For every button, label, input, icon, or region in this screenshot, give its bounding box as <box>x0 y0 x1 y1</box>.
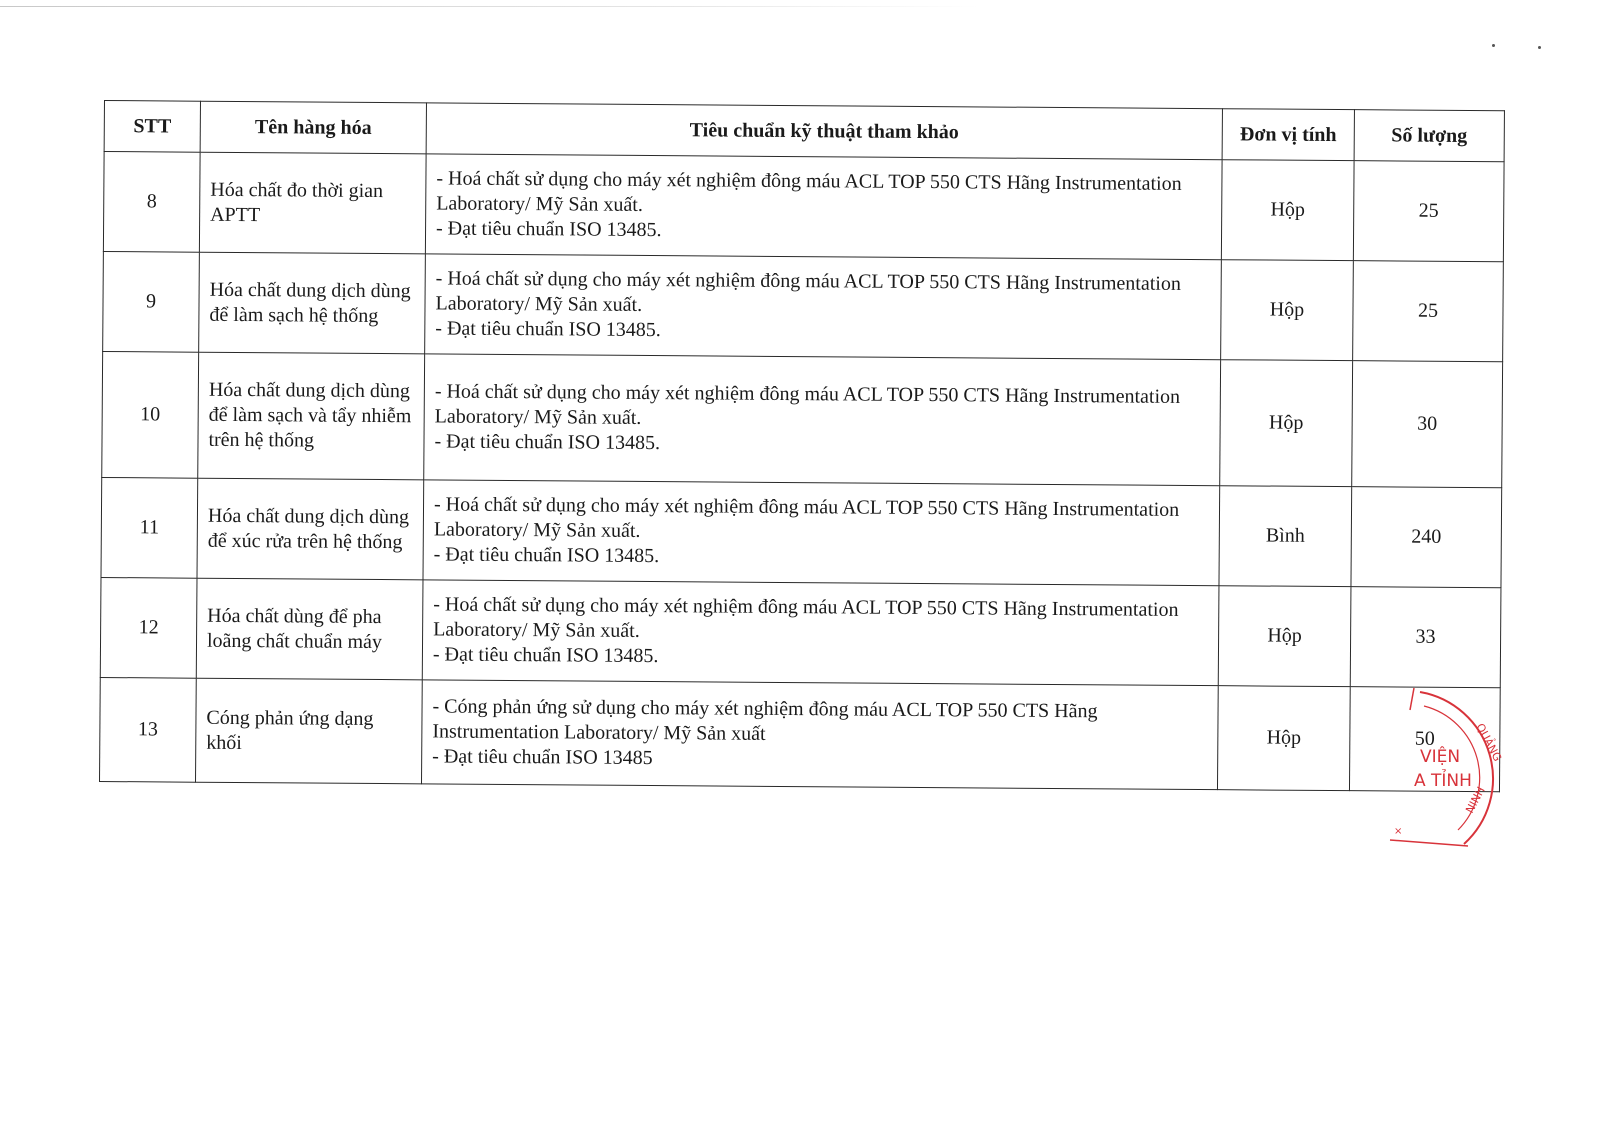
header-name: Tên hàng hóa <box>200 101 426 154</box>
scan-edge-line <box>0 6 980 7</box>
header-qty: Số lượng <box>1354 110 1504 162</box>
cell-unit: Hộp <box>1221 260 1354 361</box>
cell-name: Hóa chất đo thời gian APTT <box>199 152 426 254</box>
cell-stt: 13 <box>100 677 197 782</box>
seal-text-mid1: VIỆN <box>1420 747 1461 767</box>
cell-name: Hóa chất dùng để pha loãng chất chuẩn máy <box>196 578 423 680</box>
table-row <box>103 152 1504 262</box>
table-row <box>101 477 1502 587</box>
cell-spec <box>422 580 1219 686</box>
spec-line: - Hoá chất sử dụng cho máy xét nghiệm đông máu ACL TOP 550 CTS Hãng Instrumentation Laboratory/ Mỹ Sản xuất. <box>434 380 1181 429</box>
scan-speck <box>1538 46 1541 49</box>
cell-qty: 25 <box>1353 261 1504 362</box>
cell-spec <box>424 354 1221 486</box>
spec-line: - Hoá chất sử dụng cho máy xét nghiệm đông máu ACL TOP 550 CTS Hãng Instrumentation Laboratory/ Mỹ Sản xuất. <box>435 267 1181 316</box>
table-row <box>100 577 1501 687</box>
cell-qty: 33 <box>1350 587 1501 688</box>
cell-spec <box>423 480 1220 586</box>
table-row <box>100 677 1501 791</box>
seal-text-mid2: A TỈNH <box>1414 771 1472 791</box>
cell-stt: 11 <box>101 477 198 578</box>
header-spec: Tiêu chuẩn kỹ thuật tham khảo <box>426 103 1222 160</box>
cell-unit: Hộp <box>1220 360 1353 487</box>
cell-unit: Bình <box>1219 486 1352 587</box>
cell-name: Hóa chất dung dịch dùng để xúc rửa trên hệ thống <box>197 478 424 580</box>
cell-stt: 8 <box>103 152 200 253</box>
spec-table <box>99 100 1505 792</box>
spec-line: - Hoá chất sử dụng cho máy xét nghiệm đông máu ACL TOP 550 CTS Hãng Instrumentation Laboratory/ Mỹ Sản xuất. <box>433 493 1180 542</box>
spec-line: - Đạt tiêu chuẩn ISO 13485. <box>432 643 659 668</box>
seal-star-icon: × <box>1394 826 1403 837</box>
spec-line: - Đạt tiêu chuẩn ISO 13485. <box>435 217 662 242</box>
table-row <box>103 251 1504 361</box>
cell-name: Cóng phản ứng dạng khối <box>196 678 423 784</box>
header-stt: STT <box>104 101 200 153</box>
spec-line: - Đạt tiêu chuẩn ISO 13485. <box>433 543 660 568</box>
red-seal-stamp <box>1380 686 1520 856</box>
spec-line: - Hoá chất sử dụng cho máy xét nghiệm đông máu ACL TOP 550 CTS Hãng Instrumentation Laboratory/ Mỹ Sản xuất. <box>433 593 1179 642</box>
spec-line: - Đạt tiêu chuẩn ISO 13485 <box>432 745 653 770</box>
seal-text-bottom: NINH <box>1463 784 1488 816</box>
header-unit: Đơn vị tính <box>1222 109 1354 161</box>
cell-stt: 12 <box>100 577 197 678</box>
spec-line: - Hoá chất sử dụng cho máy xét nghiệm đông máu ACL TOP 550 CTS Hãng Instrumentation Laboratory/ Mỹ Sản xuất. <box>436 167 1182 216</box>
cell-spec <box>425 254 1222 360</box>
spec-line: - Cóng phản ứng sử dụng cho máy xét nghiệm đông máu ACL TOP 550 CTS Hãng Instrumentation Laboratory/ Mỹ Sản xuất <box>432 695 1098 745</box>
cell-qty: 25 <box>1353 161 1504 262</box>
seal-text-top: QUẢNG <box>1473 721 1505 764</box>
cell-qty: 50 <box>1349 687 1500 792</box>
cell-stt: 10 <box>102 351 199 478</box>
table-row <box>102 351 1503 487</box>
cell-qty: 240 <box>1351 487 1502 588</box>
cell-name: Hóa chất dung dịch dùng để làm sạch và tẩy nhiễm trên hệ thống <box>198 352 425 480</box>
cell-stt: 9 <box>103 251 200 352</box>
spec-line: - Đạt tiêu chuẩn ISO 13485. <box>434 430 661 455</box>
cell-unit: Hộp <box>1217 686 1350 791</box>
cell-unit: Hộp <box>1221 160 1354 261</box>
scan-speck <box>1492 44 1495 47</box>
spec-line: - Đạt tiêu chuẩn ISO 13485. <box>435 317 661 342</box>
cell-spec <box>421 680 1218 790</box>
cell-spec <box>425 154 1222 260</box>
cell-qty: 30 <box>1352 361 1503 488</box>
cell-unit: Hộp <box>1218 586 1351 687</box>
cell-name: Hóa chất dung dịch dùng để làm sạch hệ thống <box>199 252 426 354</box>
spec-table-wrapper <box>99 100 1504 792</box>
